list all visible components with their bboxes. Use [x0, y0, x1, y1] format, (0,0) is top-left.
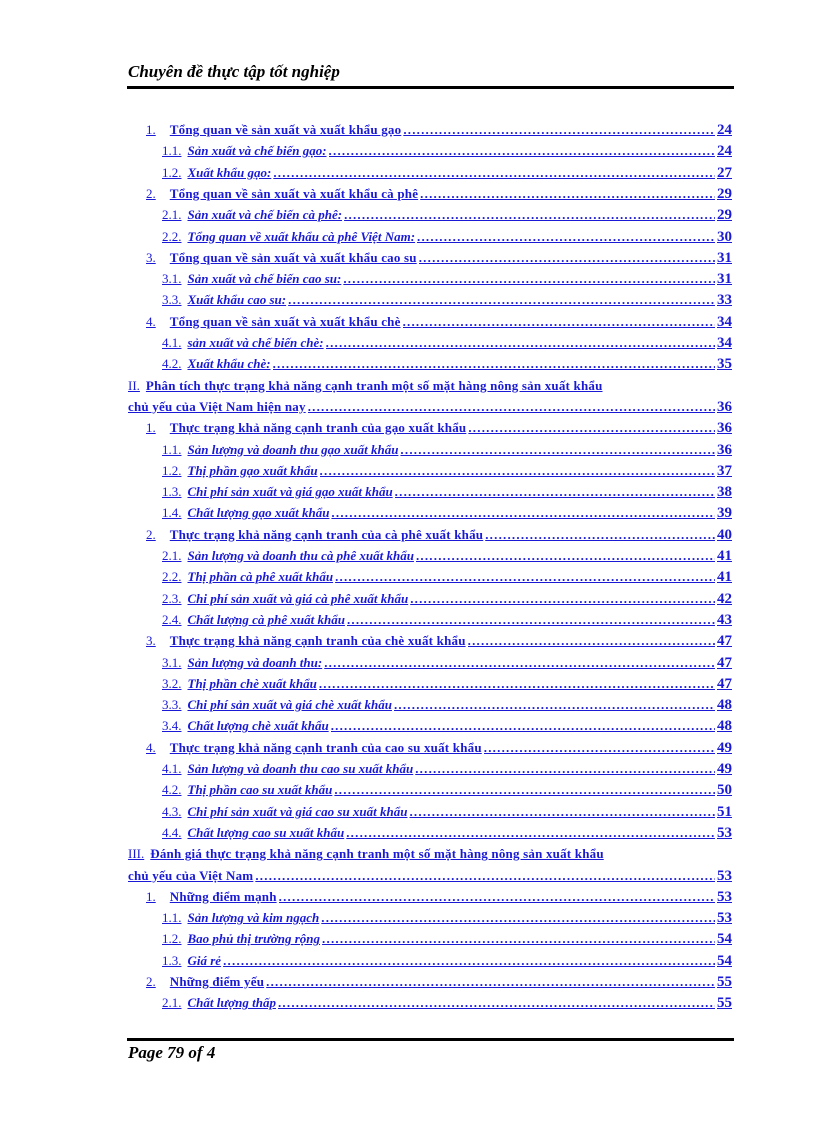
toc-leader-dots: [278, 995, 715, 1011]
toc-leader-dots: [403, 122, 715, 138]
toc-entry-page: 43: [717, 611, 732, 628]
toc-leader-dots: [331, 505, 715, 521]
toc-entry-title: Chi phí sản xuất và giá gạo xuất khẩu: [187, 484, 393, 500]
toc-entry-title: Những điểm mạnh: [169, 888, 277, 904]
toc-entry[interactable]: [162, 165, 732, 182]
toc-entry-number: 2.: [146, 974, 156, 989]
toc-entry-number: 2.1.: [162, 207, 182, 223]
toc-entry-title: Tổng quan về sản xuất và xuất khẩu gạo: [169, 122, 402, 137]
toc-leader-dots: [468, 420, 715, 436]
toc-entry-page: 47: [717, 633, 732, 650]
toc-leader-dots: [273, 165, 715, 181]
toc-leader-dots: [279, 889, 715, 905]
toc-entry-title: Xuất khẩu chè:: [187, 356, 271, 372]
toc-entry-number: II.: [128, 377, 140, 393]
toc-entry-title: Chất lượng chè xuất khẩu: [187, 718, 329, 734]
toc-leader-dots: [347, 612, 715, 628]
toc-entry-title: Sản xuất và chế biến gạo:: [187, 143, 327, 159]
toc-leader-dots: [331, 718, 715, 734]
toc-entry-page: 42: [717, 590, 732, 607]
toc-entry-number: 4.1.: [162, 335, 182, 350]
toc-entry-page: 29: [717, 207, 732, 224]
toc-entry-number: 3.3.: [162, 697, 182, 713]
toc-leader-dots: [288, 292, 715, 308]
toc-leader-dots: [308, 399, 715, 415]
toc-entry[interactable]: [146, 527, 732, 544]
toc-entry[interactable]: [162, 910, 732, 927]
toc-entry-number: 1.3.: [162, 484, 182, 500]
toc-leader-dots: [322, 931, 715, 947]
toc-entry[interactable]: [162, 612, 732, 629]
toc-entry-title: Sản lượng và doanh thu cà phê xuất khẩu: [187, 548, 414, 563]
toc-leader-dots: [344, 207, 715, 223]
toc-entry[interactable]: [146, 420, 732, 437]
toc-entry[interactable]: [162, 271, 732, 288]
toc-leader-dots: [403, 314, 715, 330]
toc-entry-number: 2.1.: [162, 548, 182, 563]
toc-leader-dots: [319, 676, 715, 692]
toc-entry-number: 4.4.: [162, 824, 182, 840]
toc-entry-page: 53: [717, 867, 732, 884]
toc-leader-dots: [329, 143, 715, 159]
toc-entry-page: 53: [717, 824, 732, 841]
toc-entry[interactable]: [162, 143, 732, 160]
toc-entry-page: 41: [717, 569, 732, 586]
toc-entry-page: 39: [717, 505, 732, 522]
toc-entry-title: Sản lượng và doanh thu cao su xuất khẩu: [187, 761, 414, 776]
toc-entry-title: Chi phí sản xuất và giá cao su xuất khẩu: [187, 803, 408, 819]
toc-entry-title: Chất lượng cà phê xuất khẩu: [187, 611, 345, 627]
toc-entry-title: Chi phí sản xuất và giá cà phê xuất khẩu: [187, 590, 409, 606]
toc-entry-continuation[interactable]: [128, 399, 732, 416]
toc-entry[interactable]: [162, 505, 732, 522]
toc-leader-dots: [420, 186, 715, 202]
toc-entry-continuation[interactable]: [128, 868, 732, 885]
toc-entry-title: Thị phần gạo xuất khẩu: [187, 462, 318, 478]
toc-leader-dots: [409, 804, 715, 820]
toc-entry[interactable]: [162, 676, 732, 693]
toc-entry-number: 4.3.: [162, 803, 182, 819]
toc-entry-number: 2.3.: [162, 590, 182, 606]
toc-entry-title: Chất lượng gạo xuất khẩu: [187, 505, 330, 521]
toc-entry-page: 53: [717, 910, 732, 927]
toc-entry[interactable]: [146, 974, 732, 991]
toc-entry-number: 1.: [146, 888, 156, 904]
toc-entry-title: Tổng quan về sản xuất và xuất khẩu chè: [169, 313, 401, 329]
toc-entry[interactable]: [162, 953, 732, 970]
toc-entry[interactable]: [162, 569, 732, 586]
toc-entry-title: Sản xuất và chế biến cà phê:: [187, 207, 343, 223]
toc-entry-title: Sản lượng và kim ngạch: [187, 910, 320, 926]
toc-entry-number: 1.: [146, 420, 156, 436]
toc-entry-title: Sản xuất và chế biến cao su:: [187, 271, 342, 287]
toc-entry-number: 1.4.: [162, 505, 182, 521]
document-header-title: Chuyên đề thực tập tốt nghiệp: [128, 62, 340, 81]
toc-entry-number: 3.4.: [162, 718, 182, 734]
toc-entry[interactable]: [162, 718, 732, 735]
toc-leader-dots: [417, 229, 715, 245]
toc-entry-title: Tổng quan về sản xuất và xuất khẩu cà phê: [169, 185, 419, 201]
toc-entry-page: 49: [717, 761, 732, 777]
toc-entry[interactable]: [162, 442, 732, 459]
toc-entry-title: Thị phần cao su xuất khẩu: [187, 782, 333, 798]
toc-entry[interactable]: [146, 314, 732, 331]
toc-leader-dots: [320, 463, 715, 479]
toc-entry-title: Tổng quan về xuất khẩu cà phê Việt Nam:: [187, 228, 416, 244]
toc-leader-dots: [419, 250, 715, 266]
toc-entry-title: Sản lượng và doanh thu gạo xuất khẩu: [187, 441, 399, 457]
toc-entry[interactable]: [162, 825, 732, 842]
toc-entry-page: 48: [717, 697, 732, 714]
toc-entry-title: Thị phần cà phê xuất khẩu: [187, 569, 334, 585]
toc-entry[interactable]: [146, 186, 732, 203]
toc-entry-page: 30: [717, 228, 732, 245]
toc-entry[interactable]: [162, 995, 732, 1012]
toc-entry[interactable]: [162, 484, 732, 501]
toc-entry-page: 54: [717, 952, 732, 969]
toc-entry-number: 2.: [146, 185, 156, 201]
toc-entry-number: 1.1.: [162, 143, 182, 159]
toc-leader-dots: [484, 740, 715, 756]
toc-entry-continuation-text: chủ yếu của Việt Nam: [128, 867, 254, 883]
footer-rule: [127, 1038, 734, 1041]
toc-entry-number: 2.2.: [162, 569, 182, 585]
toc-leader-dots: [346, 825, 715, 841]
toc-entry-number: 4.2.: [162, 356, 182, 372]
toc-entry-title: Thực trạng khả năng cạnh tranh của cà phê xuất khẩu: [169, 526, 484, 542]
toc-entry-title: Thị phần chè xuất khẩu: [187, 675, 317, 691]
toc-entry-page: 55: [717, 974, 732, 990]
toc-entry-number: 3.1.: [162, 654, 182, 670]
toc-entry[interactable]: [146, 633, 732, 650]
toc-entry-page: 33: [717, 292, 732, 309]
toc-entry-page: 24: [717, 122, 732, 138]
toc-entry-page: 24: [717, 143, 732, 160]
toc-entry[interactable]: [162, 207, 732, 224]
toc-entry[interactable]: [162, 356, 732, 373]
page-number-label: Page 79 of 4: [128, 1043, 216, 1062]
toc-entry-number: 4.2.: [162, 782, 182, 798]
toc-entry-title: Thực trạng khả năng cạnh tranh của cao su xuất khẩu: [169, 739, 482, 755]
toc-entry-title: Đánh giá thực trạng khả năng cạnh tranh một số mặt hàng nông sản xuất khẩu: [150, 846, 604, 862]
toc-entry-title: Thực trạng khả năng cạnh tranh của gạo xuất khẩu: [169, 420, 467, 436]
toc-entry-number: 1.2.: [162, 931, 182, 947]
toc-entry-number: 4.1.: [162, 761, 182, 776]
toc-entry-page: 29: [717, 185, 732, 202]
toc-entry-page: 37: [717, 462, 732, 479]
toc-leader-dots: [335, 569, 715, 585]
toc-entry-title: Chi phí sản xuất và giá chè xuất khẩu: [187, 697, 392, 713]
toc-entry-page: 54: [717, 931, 732, 948]
toc-entry[interactable]: [162, 804, 732, 821]
toc-entry-title: Tổng quan về sản xuất và xuất khẩu cao su: [169, 249, 417, 265]
toc-entry-title: Xuất khẩu gạo:: [187, 164, 272, 180]
toc-entry-number: III.: [128, 846, 145, 862]
toc-leader-dots: [343, 271, 715, 287]
toc-entry-title: sản xuất và chế biến chè:: [187, 335, 324, 350]
toc-entry-page: 40: [717, 526, 732, 543]
toc-entry-number: 1.1.: [162, 441, 182, 457]
toc-entry-number: 3.: [146, 633, 156, 649]
toc-entry-page: 47: [717, 654, 732, 671]
toc-entry[interactable]: [162, 931, 732, 948]
toc-entry-number: 3.3.: [162, 292, 182, 308]
toc-entry-title: Chất lượng cao su xuất khẩu: [187, 824, 345, 840]
toc-entry-number: 3.2.: [162, 675, 182, 691]
toc-leader-dots: [468, 633, 715, 649]
toc-entry-page: 31: [717, 271, 732, 288]
toc-entry[interactable]: [162, 697, 732, 714]
toc-leader-dots: [324, 655, 715, 671]
toc-entry-page: 27: [717, 164, 732, 181]
toc-leader-dots: [410, 591, 715, 607]
toc-leader-dots: [416, 548, 715, 564]
toc-entry-page: 49: [717, 739, 732, 756]
toc-entry[interactable]: [146, 122, 732, 139]
toc-leader-dots: [334, 782, 715, 798]
toc-entry[interactable]: [146, 889, 732, 906]
toc-entry-page: 36: [717, 420, 732, 437]
toc-entry[interactable]: [162, 782, 732, 799]
toc-leader-dots: [273, 356, 715, 372]
toc-entry[interactable]: [128, 846, 732, 862]
toc-leader-dots: [400, 442, 715, 458]
toc-leader-dots: [321, 910, 715, 926]
toc-entry[interactable]: [162, 591, 732, 608]
toc-entry[interactable]: [146, 740, 732, 757]
toc-entry-number: 3.: [146, 249, 156, 265]
toc-entry-number: 3.1.: [162, 271, 182, 287]
toc-entry-title: Thực trạng khả năng cạnh tranh của chè xuất khẩu: [169, 633, 466, 649]
toc-entry-continuation-text: chủ yếu của Việt Nam hiện nay: [128, 398, 306, 414]
toc-entry-number: 4.: [146, 739, 156, 755]
toc-entry-title: Sản lượng và doanh thu:: [187, 654, 323, 670]
toc-entry-number: 1.: [146, 122, 156, 137]
toc-entry-page: 35: [717, 356, 732, 373]
toc-entry[interactable]: [146, 250, 732, 267]
toc-entry-title: Giá rẻ: [187, 952, 222, 968]
toc-entry[interactable]: [162, 292, 732, 309]
toc-entry[interactable]: [128, 378, 732, 394]
toc-leader-dots: [223, 953, 715, 969]
toc-entry-title: Phân tích thực trạng khả năng cạnh tranh một số mặt hàng nông sản xuất khẩu: [145, 377, 603, 393]
toc-entry-page: 50: [717, 782, 732, 799]
toc-entry-page: 38: [717, 484, 732, 501]
toc-entry-page: 53: [717, 888, 732, 905]
toc-entry-number: 1.2.: [162, 462, 182, 478]
toc-leader-dots: [394, 697, 715, 713]
toc-entry-number: 2.1.: [162, 995, 182, 1011]
toc-entry[interactable]: [162, 548, 732, 565]
toc-entry-number: 4.: [146, 313, 156, 329]
toc-entry-page: 36: [717, 398, 732, 415]
toc-leader-dots: [395, 484, 715, 500]
toc-entry-page: 31: [717, 249, 732, 266]
toc-leader-dots: [266, 974, 715, 990]
toc-entry[interactable]: [162, 761, 732, 778]
toc-entry-title: Những điểm yếu: [169, 974, 265, 989]
toc-entry-number: 1.1.: [162, 910, 182, 926]
toc-entry-title: Bao phủ thị trường rộng: [187, 931, 321, 947]
toc-entry-page: 51: [717, 803, 732, 820]
toc-entry-number: 2.: [146, 526, 156, 542]
toc-entry[interactable]: [162, 655, 732, 672]
toc-entry-page: 47: [717, 675, 732, 692]
toc-entry-page: 55: [717, 995, 732, 1012]
toc-entry-page: 34: [717, 313, 732, 330]
toc-leader-dots: [415, 761, 715, 777]
toc-entry-title: Xuất khẩu cao su:: [187, 292, 287, 308]
toc-leader-dots: [485, 527, 715, 543]
toc-entry-page: 36: [717, 441, 732, 458]
toc-entry-number: 1.3.: [162, 952, 182, 968]
toc-entry[interactable]: [162, 463, 732, 480]
toc-entry-page: 48: [717, 718, 732, 735]
toc-entry-number: 1.2.: [162, 164, 182, 180]
toc-entry[interactable]: [162, 335, 732, 352]
toc-leader-dots: [326, 335, 715, 351]
toc-entry[interactable]: [162, 229, 732, 246]
toc-entry-number: 2.4.: [162, 611, 182, 627]
toc-entry-page: 34: [717, 335, 732, 351]
toc-entry-page: 41: [717, 548, 732, 564]
toc-leader-dots: [255, 868, 715, 884]
toc-entry-number: 2.2.: [162, 228, 182, 244]
toc-entry-title: Chất lượng thấp: [187, 995, 276, 1011]
